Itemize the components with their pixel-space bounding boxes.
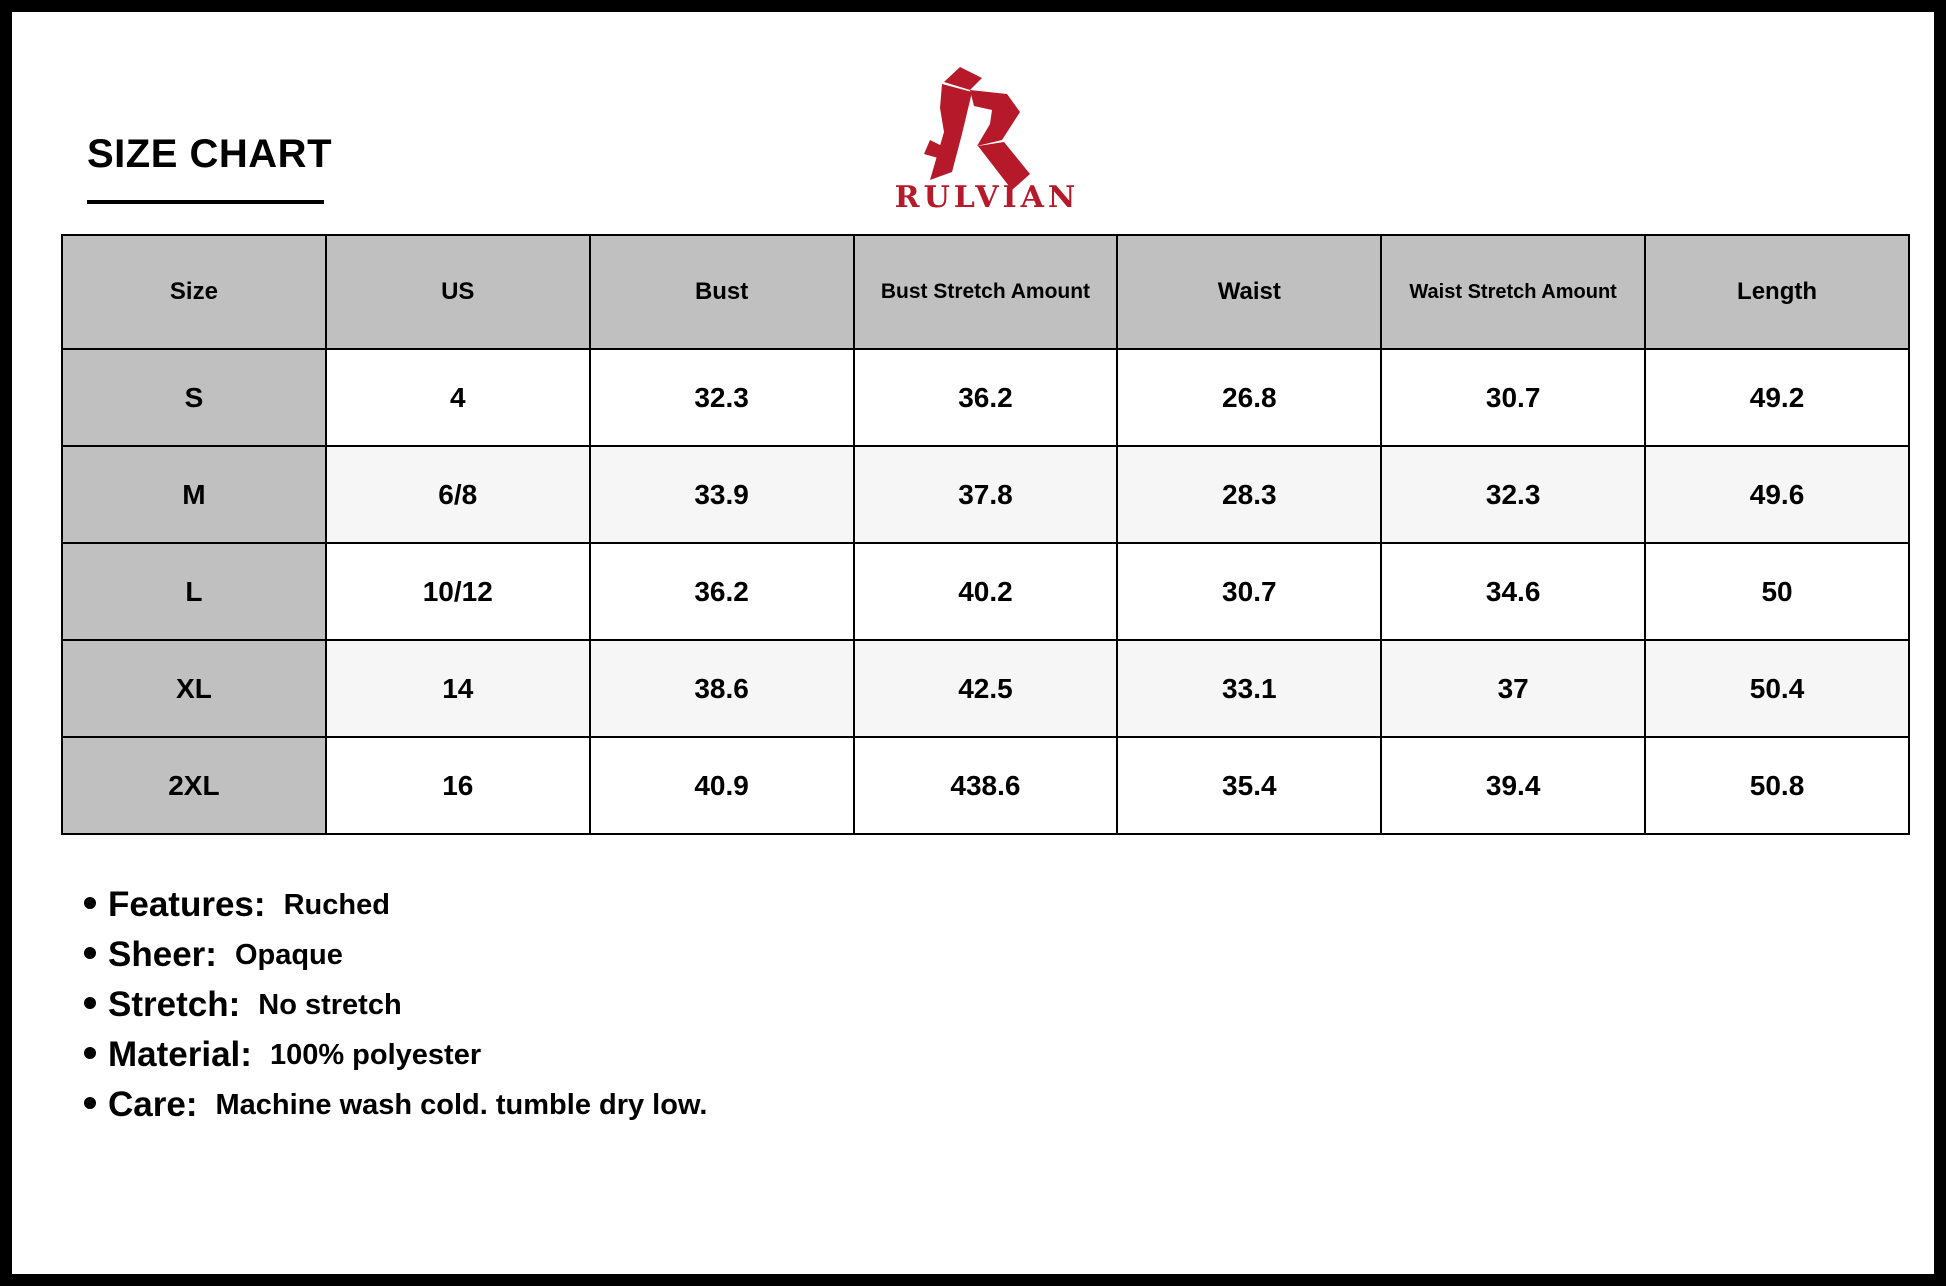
bust-stretch-cell: 37.8 — [854, 446, 1118, 543]
waist-stretch-cell: 39.4 — [1381, 737, 1645, 834]
feature-value: Ruched — [283, 888, 390, 921]
list-item — [84, 930, 708, 980]
bust-stretch-cell: 438.6 — [854, 737, 1118, 834]
title-underline — [87, 200, 324, 204]
length-cell: 50.8 — [1645, 737, 1909, 834]
bullet-dot-icon — [84, 997, 96, 1009]
bullet-dot-icon — [84, 947, 96, 959]
feature-value: 100% polyester — [269, 1038, 482, 1071]
size-cell: 2XL — [62, 737, 326, 834]
waist-stretch-cell: 37 — [1381, 640, 1645, 737]
bust-cell: 32.3 — [590, 349, 854, 446]
feature-value: No stretch — [258, 988, 402, 1021]
feature-label: Care: — [108, 1085, 198, 1124]
bullet-dot-icon — [84, 1097, 96, 1109]
length-cell: 49.6 — [1645, 446, 1909, 543]
waist-cell: 35.4 — [1117, 737, 1381, 834]
table-row — [62, 737, 1909, 834]
column-header-bust: Bust — [590, 235, 854, 349]
us-cell: 10/12 — [326, 543, 590, 640]
length-cell: 50.4 — [1645, 640, 1909, 737]
bust-stretch-cell: 36.2 — [854, 349, 1118, 446]
bullet-dot-icon — [84, 897, 96, 909]
list-item — [84, 880, 708, 930]
us-cell: 4 — [326, 349, 590, 446]
column-header-waist: Waist — [1117, 235, 1381, 349]
waist-cell: 33.1 — [1117, 640, 1381, 737]
us-cell: 16 — [326, 737, 590, 834]
feature-label: Material: — [108, 1035, 252, 1074]
column-header-us: US — [326, 235, 590, 349]
size-cell: S — [62, 349, 326, 446]
size-cell: M — [62, 446, 326, 543]
column-header-size: Size — [62, 235, 326, 349]
bust-cell: 36.2 — [590, 543, 854, 640]
table-row — [62, 543, 1909, 640]
length-cell: 50 — [1645, 543, 1909, 640]
page-title: SIZE CHART — [87, 132, 332, 176]
table-row — [62, 349, 1909, 446]
size-cell: L — [62, 543, 326, 640]
us-cell: 14 — [326, 640, 590, 737]
table-row — [62, 640, 1909, 737]
feature-label: Stretch: — [108, 985, 241, 1024]
column-header-bust-stretch: Bust Stretch Amount — [854, 235, 1118, 349]
waist-stretch-cell: 30.7 — [1381, 349, 1645, 446]
bust-stretch-cell: 42.5 — [854, 640, 1118, 737]
waist-cell: 26.8 — [1117, 349, 1381, 446]
size-cell: XL — [62, 640, 326, 737]
feature-value: Opaque — [234, 938, 343, 971]
length-cell: 49.2 — [1645, 349, 1909, 446]
waist-cell: 28.3 — [1117, 446, 1381, 543]
list-item — [84, 980, 708, 1030]
us-cell: 6/8 — [326, 446, 590, 543]
feature-value: Machine wash cold. tumble dry low. — [215, 1088, 708, 1121]
features-list — [84, 880, 708, 1130]
feature-label: Sheer: — [108, 935, 217, 974]
brand-name: RULVIAN — [894, 180, 1080, 215]
column-header-waist-stretch: Waist Stretch Amount — [1381, 235, 1645, 349]
bust-cell: 40.9 — [590, 737, 854, 834]
waist-stretch-cell: 34.6 — [1381, 543, 1645, 640]
list-item — [84, 1030, 708, 1080]
size-table — [61, 234, 1910, 835]
bullet-dot-icon — [84, 1047, 96, 1059]
waist-stretch-cell: 32.3 — [1381, 446, 1645, 543]
table-row — [62, 446, 1909, 543]
column-header-length: Length — [1645, 235, 1909, 349]
table-header-row — [62, 235, 1909, 349]
bust-cell: 38.6 — [590, 640, 854, 737]
bust-stretch-cell: 40.2 — [854, 543, 1118, 640]
feature-label: Features: — [108, 885, 266, 924]
list-item — [84, 1080, 708, 1130]
waist-cell: 30.7 — [1117, 543, 1381, 640]
bust-cell: 33.9 — [590, 446, 854, 543]
